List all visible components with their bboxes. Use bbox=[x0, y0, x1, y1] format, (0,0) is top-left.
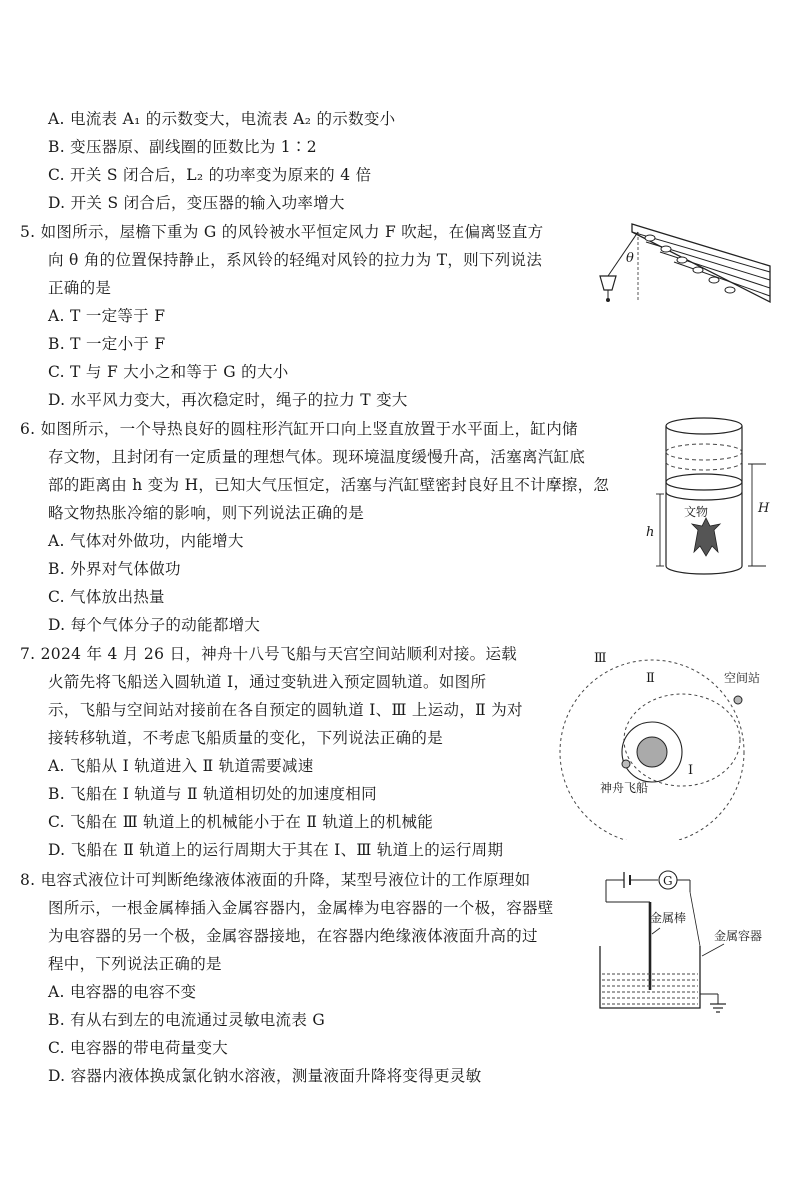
relic-label: 文物 bbox=[684, 505, 709, 519]
station-label: 空间站 bbox=[724, 671, 761, 685]
q8-option-b: B. 有从右到左的电流通过灵敏电流表 G bbox=[48, 1011, 326, 1029]
q6-option-c: C. 气体放出热量 bbox=[48, 588, 165, 606]
q7-stem-line-1: 7. 2024 年 4 月 26 日，神舟十八号飞船与天宫空间站顺利对接。运载 bbox=[20, 645, 518, 663]
q6-option-a: A. 气体对外做功，内能增大 bbox=[48, 532, 244, 550]
q8-option-a: A. 电容器的电容不变 bbox=[48, 983, 197, 1001]
q6-stem-line-1: 6. 如图所示，一个导热良好的圆柱形汽缸开口向上竖直放置于水平面上，缸内储 bbox=[20, 420, 578, 438]
q8-stem-line-2: 图所示，一根金属棒插入金属容器内，金属棒为电容器的一个极，容器壁 bbox=[48, 899, 554, 917]
q4-option-a: A. 电流表 A₁ 的示数变大，电流表 A₂ 的示数变小 bbox=[48, 110, 396, 128]
q6-option-b: B. 外界对气体做功 bbox=[48, 560, 181, 578]
q7-option-c: C. 飞船在 Ⅲ 轨道上的机械能小于在 Ⅱ 轨道上的机械能 bbox=[48, 813, 434, 831]
q4-option-c: C. 开关 S 闭合后，L₂ 的功率变为原来的 4 倍 bbox=[48, 166, 372, 184]
cylinder-figure bbox=[640, 412, 780, 582]
q7-option-b: B. 飞船在 Ⅰ 轨道与 Ⅱ 轨道相切处的加速度相同 bbox=[48, 785, 377, 803]
q7-stem-line-4: 接转移轨道，不考虑飞船质量的变化，下列说法正确的是 bbox=[48, 729, 444, 747]
orbit-1-label: Ⅰ bbox=[688, 763, 694, 778]
q8-stem-line-1: 8. 电容式液位计可判断绝缘液体液面的升降，某型号液位计的工作原理如 bbox=[20, 871, 531, 889]
q6-stem-line-2: 存文物，且封闭有一定质量的理想气体。现环境温度缓慢升高，活塞离汽缸底 bbox=[48, 448, 586, 466]
q7-stem-line-2: 火箭先将飞船送入圆轨道 Ⅰ，通过变轨进入预定圆轨道。如图所 bbox=[48, 673, 487, 691]
big-h-label: H bbox=[758, 501, 770, 516]
orbit-2-label: Ⅱ bbox=[646, 671, 655, 686]
q4-option-d: D. 开关 S 闭合后，变压器的输入功率增大 bbox=[48, 194, 345, 212]
rod-label: 金属棒 bbox=[650, 911, 687, 925]
container-label: 金属容器 bbox=[714, 929, 763, 943]
q7-stem-line-3: 示，飞船与空间站对接前在各自预定的圆轨道 Ⅰ、Ⅲ 上运动，Ⅱ 为对 bbox=[48, 701, 523, 719]
orbit-figure bbox=[552, 640, 782, 840]
q4-option-b: B. 变压器原、副线圈的匝数比为 1∶2 bbox=[48, 138, 317, 156]
wind-chime-figure bbox=[590, 212, 780, 312]
q5-option-b: B. T 一定小于 F bbox=[48, 335, 166, 353]
q8-option-d: D. 容器内液体换成氯化钠水溶液，测量液面升降将变得更灵敏 bbox=[48, 1067, 482, 1085]
q5-option-c: C. T 与 F 大小之和等于 G 的大小 bbox=[48, 363, 289, 381]
q5-option-d: D. 水平风力变大，再次稳定时，绳子的拉力 T 变大 bbox=[48, 391, 408, 409]
q5-stem-line-2: 向 θ 角的位置保持静止，系风铃的轻绳对风铃的拉力为 T，则下列说法 bbox=[48, 251, 543, 269]
galvanometer-label: G bbox=[663, 874, 673, 888]
q7-option-d: D. 飞船在 Ⅱ 轨道上的运行周期大于其在 Ⅰ、Ⅲ 轨道上的运行周期 bbox=[48, 841, 504, 859]
q8-stem-line-4: 程中，下列说法正确的是 bbox=[48, 955, 222, 973]
q8-option-c: C. 电容器的带电荷量变大 bbox=[48, 1039, 229, 1057]
q7-option-a: A. 飞船从 Ⅰ 轨道进入 Ⅱ 轨道需要减速 bbox=[48, 757, 314, 775]
h-label: h bbox=[646, 525, 655, 540]
q5-option-a: A. T 一定等于 F bbox=[48, 307, 166, 325]
q6-option-d: D. 每个气体分子的动能都增大 bbox=[48, 616, 261, 634]
q8-stem-line-3: 为电容器的另一个极，金属容器接地，在容器内绝缘液体液面升高的过 bbox=[48, 927, 538, 945]
q5-stem-line-3: 正确的是 bbox=[48, 279, 112, 297]
orbit-3-label: Ⅲ bbox=[594, 651, 607, 666]
q6-stem-line-4: 略文物热胀冷缩的影响，则下列说法正确的是 bbox=[48, 504, 365, 522]
theta-label: θ bbox=[626, 251, 634, 266]
capacitor-level-figure bbox=[594, 862, 780, 1024]
q6-stem-line-3: 部的距离由 h 变为 H，已知大气压恒定，活塞与汽缸壁密封良好且不计摩擦，忽 bbox=[48, 476, 610, 494]
q5-stem-line-1: 5. 如图所示，屋檐下重为 G 的风铃被水平恒定风力 F 吹起，在偏离竖直方 bbox=[20, 223, 544, 241]
ship-label: 神舟飞船 bbox=[600, 781, 649, 795]
